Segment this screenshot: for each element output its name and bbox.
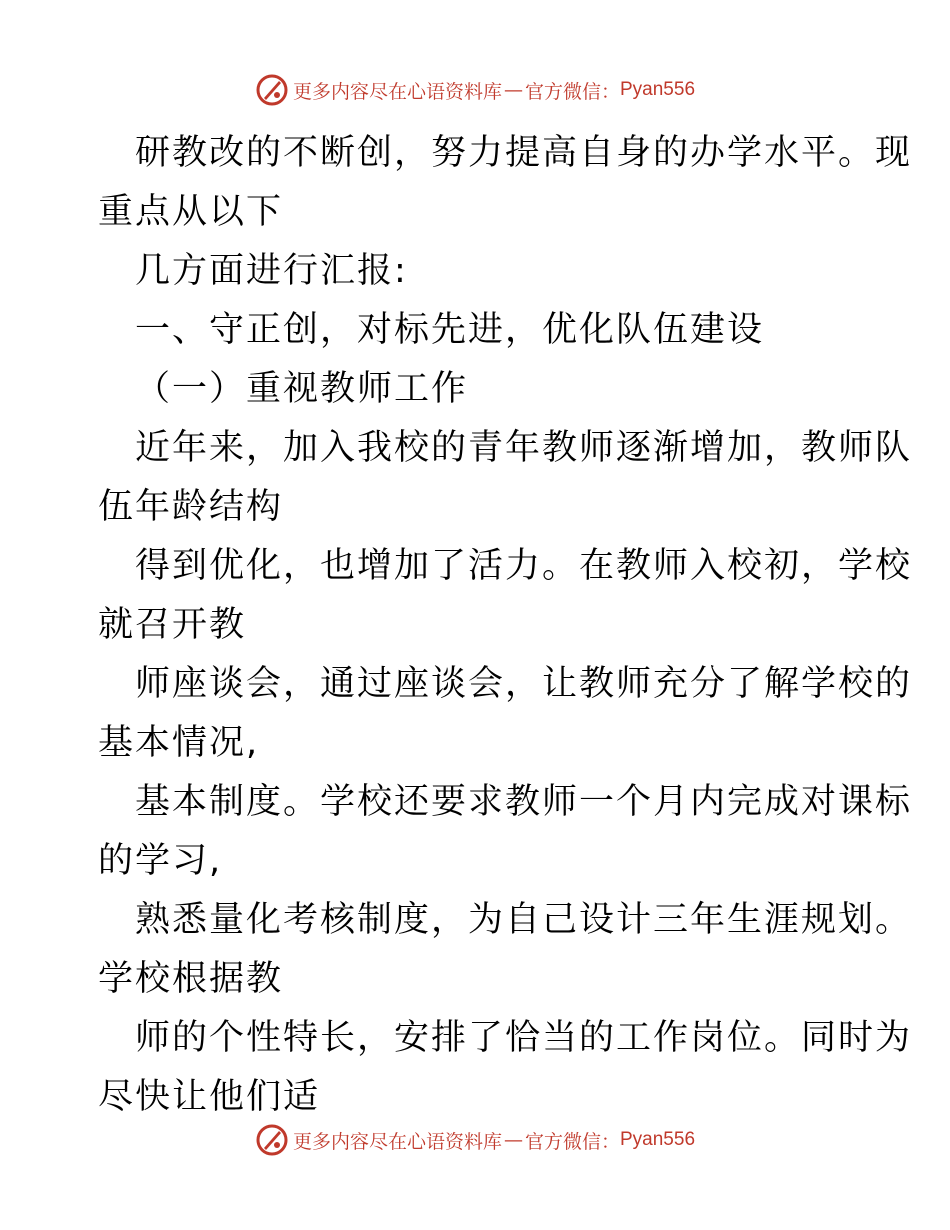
text-line: 师的个性特长，安排了恰当的工作岗位。同时为: [135, 1018, 913, 1058]
text-line: 近年来，加入我校的青年教师逐渐增加，教师队: [135, 428, 913, 468]
text-line: 伍年龄结构: [98, 487, 284, 527]
text-line: 重点从以下: [98, 192, 284, 232]
brand-text: 更多内容尽在心语资料库: [292, 80, 502, 103]
brand-separator: —: [503, 1129, 523, 1151]
text-line: 几方面进行汇报:: [135, 251, 408, 291]
header-watermark: [0, 70, 950, 110]
quill-logo-icon: [255, 1123, 289, 1157]
text-line: 熟悉量化考核制度，为自己设计三年生涯规划。: [135, 900, 913, 940]
wechat-id: Pyan556: [620, 1129, 696, 1150]
body-text: [98, 124, 913, 1127]
brand-text: 更多内容尽在心语资料库: [292, 1130, 502, 1153]
text-line: 基本制度。学校还要求教师一个月内完成对课标: [135, 782, 913, 822]
quill-logo-icon: [255, 73, 289, 107]
text-line: 基本情况,: [98, 723, 260, 763]
wechat-label: 官方微信：: [524, 80, 620, 103]
text-line: （一）重视教师工作: [135, 369, 469, 409]
wechat-label: 官方微信：: [524, 1130, 620, 1153]
text-line: 的学习,: [98, 841, 223, 881]
wechat-id: Pyan556: [620, 79, 696, 100]
text-line: 学校根据教: [98, 959, 284, 999]
text-line: 尽快让他们适: [98, 1077, 321, 1117]
brand-separator: —: [503, 79, 523, 101]
text-line: 研教改的不断创，努力提高自身的办学水平。现: [135, 133, 913, 173]
footer-watermark: [0, 1120, 950, 1160]
text-line: 就召开教: [98, 605, 247, 645]
text-line: 一、守正创，对标先进，优化队伍建设: [135, 310, 765, 350]
text-line: 得到优化，也增加了活力。在教师入校初，学校: [135, 546, 913, 586]
text-line: 师座谈会，通过座谈会，让教师充分了解学校的: [135, 664, 913, 704]
